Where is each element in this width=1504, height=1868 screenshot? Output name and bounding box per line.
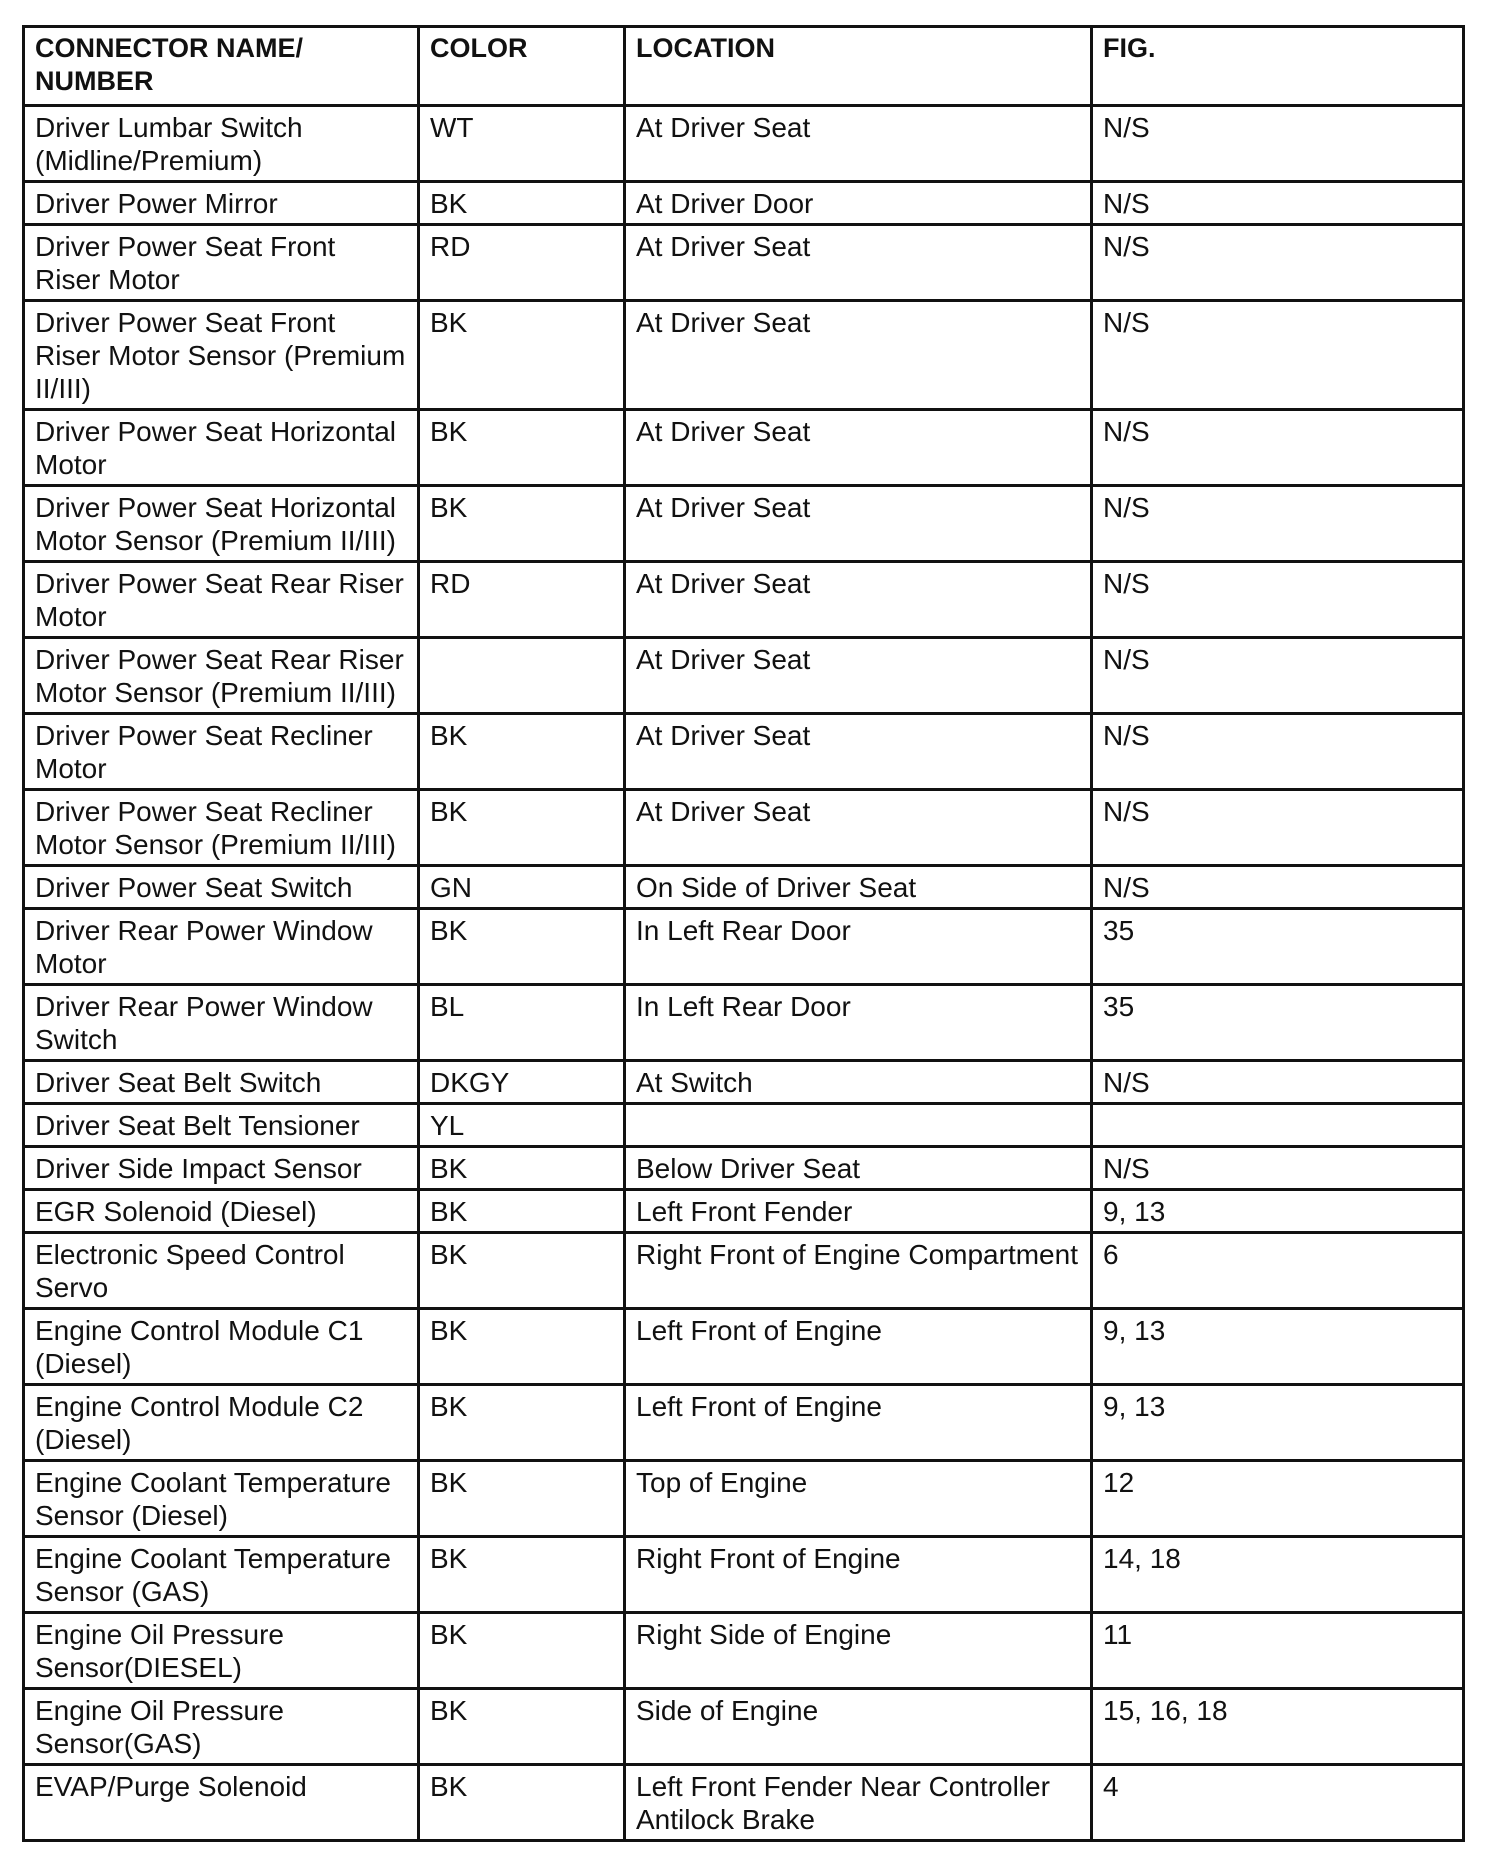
- cell-location: At Driver Seat: [625, 714, 1092, 790]
- cell-location: At Driver Door: [625, 182, 1092, 225]
- table-row: [24, 225, 1464, 301]
- cell-connector-name: Driver Power Seat Front Riser Motor: [24, 225, 419, 301]
- cell-location: [625, 1104, 1092, 1147]
- cell-location: Left Front of Engine: [625, 1309, 1092, 1385]
- cell-color: DKGY: [419, 1061, 625, 1104]
- cell-connector-name: Driver Rear Power Window Switch: [24, 985, 419, 1061]
- cell-location: Left Front Fender Near Controller Antilock Brake: [625, 1765, 1092, 1841]
- table-row: [24, 866, 1464, 909]
- cell-color: RD: [419, 225, 625, 301]
- table-row: [24, 1613, 1464, 1689]
- table-row: [24, 1537, 1464, 1613]
- table-row: [24, 1461, 1464, 1537]
- cell-location: In Left Rear Door: [625, 985, 1092, 1061]
- cell-color: BK: [419, 1765, 625, 1841]
- cell-fig: N/S: [1092, 866, 1464, 909]
- cell-fig: N/S: [1092, 562, 1464, 638]
- cell-fig: 6: [1092, 1233, 1464, 1309]
- cell-connector-name: Driver Lumbar Switch (Midline/Premium): [24, 106, 419, 182]
- cell-fig: 9, 13: [1092, 1190, 1464, 1233]
- cell-color: BK: [419, 1147, 625, 1190]
- cell-fig: N/S: [1092, 486, 1464, 562]
- cell-connector-name: Engine Coolant Temperature Sensor (Diesel): [24, 1461, 419, 1537]
- cell-color: BK: [419, 1190, 625, 1233]
- cell-location: Right Side of Engine: [625, 1613, 1092, 1689]
- cell-fig: N/S: [1092, 106, 1464, 182]
- table-row: [24, 1385, 1464, 1461]
- cell-fig: 11: [1092, 1613, 1464, 1689]
- cell-connector-name: Engine Oil Pressure Sensor(DIESEL): [24, 1613, 419, 1689]
- cell-connector-name: EGR Solenoid (Diesel): [24, 1190, 419, 1233]
- table-row: [24, 1689, 1464, 1765]
- cell-connector-name: Driver Seat Belt Tensioner: [24, 1104, 419, 1147]
- cell-fig: N/S: [1092, 225, 1464, 301]
- table-row: [24, 1765, 1464, 1841]
- cell-location: Right Front of Engine Compartment: [625, 1233, 1092, 1309]
- cell-connector-name: Driver Power Seat Recliner Motor Sensor (Premium II/III): [24, 790, 419, 866]
- table-row: [24, 106, 1464, 182]
- header-fig: FIG.: [1092, 27, 1464, 106]
- cell-color: BK: [419, 1537, 625, 1613]
- table-row: [24, 909, 1464, 985]
- cell-color: WT: [419, 106, 625, 182]
- cell-location: At Driver Seat: [625, 106, 1092, 182]
- cell-location: Left Front Fender: [625, 1190, 1092, 1233]
- table-row: [24, 410, 1464, 486]
- cell-connector-name: Driver Power Seat Rear Riser Motor Sensor (Premium II/III): [24, 638, 419, 714]
- header-connector-name-text: CONNECTOR NAME/ NUMBER: [35, 33, 304, 96]
- cell-fig: 12: [1092, 1461, 1464, 1537]
- cell-color: BK: [419, 1461, 625, 1537]
- cell-color: BK: [419, 486, 625, 562]
- cell-connector-name: Driver Power Seat Horizontal Motor: [24, 410, 419, 486]
- table-row: [24, 486, 1464, 562]
- cell-location: At Driver Seat: [625, 562, 1092, 638]
- cell-connector-name: Engine Coolant Temperature Sensor (GAS): [24, 1537, 419, 1613]
- cell-connector-name: Driver Power Seat Rear Riser Motor: [24, 562, 419, 638]
- cell-color: BK: [419, 909, 625, 985]
- cell-fig: 14, 18: [1092, 1537, 1464, 1613]
- cell-fig: N/S: [1092, 790, 1464, 866]
- table-body: [24, 106, 1464, 1841]
- cell-fig: 4: [1092, 1765, 1464, 1841]
- cell-color: BK: [419, 714, 625, 790]
- cell-location: At Driver Seat: [625, 638, 1092, 714]
- cell-connector-name: Driver Side Impact Sensor: [24, 1147, 419, 1190]
- cell-color: YL: [419, 1104, 625, 1147]
- cell-location: Below Driver Seat: [625, 1147, 1092, 1190]
- cell-fig: N/S: [1092, 182, 1464, 225]
- cell-location: On Side of Driver Seat: [625, 866, 1092, 909]
- cell-location: At Switch: [625, 1061, 1092, 1104]
- cell-connector-name: Driver Power Mirror: [24, 182, 419, 225]
- cell-fig: N/S: [1092, 301, 1464, 410]
- cell-connector-name: Driver Power Seat Horizontal Motor Sensor (Premium II/III): [24, 486, 419, 562]
- cell-location: At Driver Seat: [625, 225, 1092, 301]
- table-row: [24, 1233, 1464, 1309]
- cell-color: BK: [419, 1689, 625, 1765]
- cell-color: BK: [419, 1385, 625, 1461]
- cell-color: BK: [419, 1309, 625, 1385]
- cell-fig: N/S: [1092, 410, 1464, 486]
- cell-location: At Driver Seat: [625, 301, 1092, 410]
- cell-connector-name: Driver Rear Power Window Motor: [24, 909, 419, 985]
- cell-connector-name: Driver Power Seat Switch: [24, 866, 419, 909]
- table-row: [24, 714, 1464, 790]
- cell-color: BL: [419, 985, 625, 1061]
- table-row: [24, 790, 1464, 866]
- cell-color: BK: [419, 1233, 625, 1309]
- table-header-row: [24, 27, 1464, 106]
- table-row: [24, 985, 1464, 1061]
- cell-location: Right Front of Engine: [625, 1537, 1092, 1613]
- cell-connector-name: Engine Control Module C2 (Diesel): [24, 1385, 419, 1461]
- cell-location: At Driver Seat: [625, 486, 1092, 562]
- table-row: [24, 1147, 1464, 1190]
- table-row: [24, 182, 1464, 225]
- table-row: [24, 1104, 1464, 1147]
- table-row: [24, 301, 1464, 410]
- connector-table: [22, 25, 1465, 1842]
- table-row: [24, 1309, 1464, 1385]
- cell-connector-name: Engine Oil Pressure Sensor(GAS): [24, 1689, 419, 1765]
- cell-location: In Left Rear Door: [625, 909, 1092, 985]
- cell-location: Top of Engine: [625, 1461, 1092, 1537]
- cell-fig: 35: [1092, 985, 1464, 1061]
- cell-location: At Driver Seat: [625, 410, 1092, 486]
- cell-connector-name: EVAP/Purge Solenoid: [24, 1765, 419, 1841]
- cell-color: BK: [419, 182, 625, 225]
- cell-color: GN: [419, 866, 625, 909]
- cell-color: BK: [419, 410, 625, 486]
- table-row: [24, 1190, 1464, 1233]
- cell-fig: N/S: [1092, 638, 1464, 714]
- cell-fig: 15, 16, 18: [1092, 1689, 1464, 1765]
- cell-color: BK: [419, 1613, 625, 1689]
- cell-location: Side of Engine: [625, 1689, 1092, 1765]
- cell-connector-name: Electronic Speed Control Servo: [24, 1233, 419, 1309]
- cell-fig: 9, 13: [1092, 1385, 1464, 1461]
- header-connector-name: [24, 27, 419, 106]
- cell-fig: N/S: [1092, 714, 1464, 790]
- cell-color: RD: [419, 562, 625, 638]
- cell-connector-name: Engine Control Module C1 (Diesel): [24, 1309, 419, 1385]
- cell-location: At Driver Seat: [625, 790, 1092, 866]
- cell-fig: [1092, 1104, 1464, 1147]
- table-row: [24, 562, 1464, 638]
- cell-location: Left Front of Engine: [625, 1385, 1092, 1461]
- cell-color: BK: [419, 301, 625, 410]
- cell-fig: N/S: [1092, 1147, 1464, 1190]
- table-row: [24, 638, 1464, 714]
- cell-connector-name: Driver Seat Belt Switch: [24, 1061, 419, 1104]
- cell-color: BK: [419, 790, 625, 866]
- cell-connector-name: Driver Power Seat Front Riser Motor Sensor (Premium II/III): [24, 301, 419, 410]
- header-location: LOCATION: [625, 27, 1092, 106]
- cell-connector-name: Driver Power Seat Recliner Motor: [24, 714, 419, 790]
- cell-fig: N/S: [1092, 1061, 1464, 1104]
- cell-fig: 35: [1092, 909, 1464, 985]
- cell-color: [419, 638, 625, 714]
- table-row: [24, 1061, 1464, 1104]
- cell-fig: 9, 13: [1092, 1309, 1464, 1385]
- header-color: COLOR: [419, 27, 625, 106]
- connector-table-sheet: [22, 25, 1462, 1842]
